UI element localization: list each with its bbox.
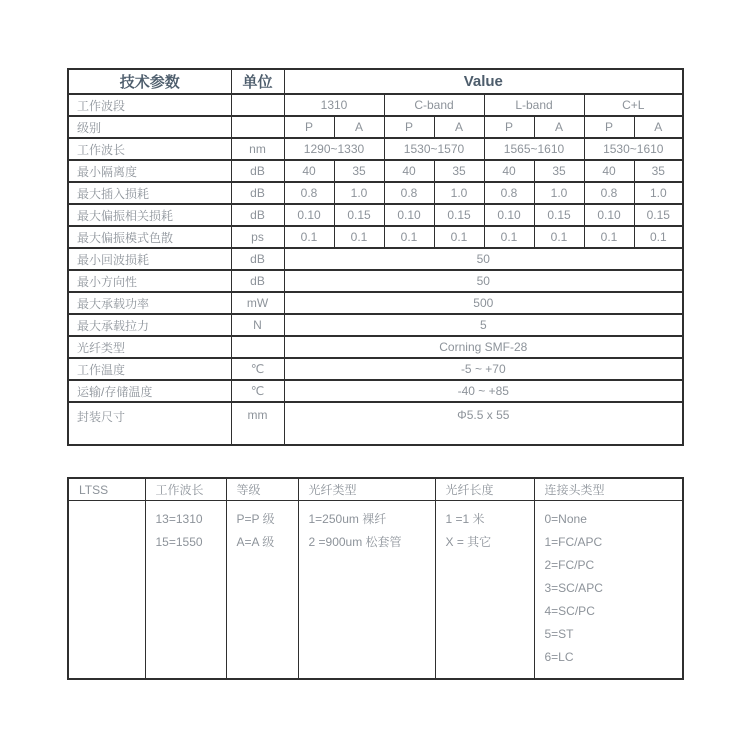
spec-value-cell: 5 (284, 314, 683, 336)
spec-value-cell: C+L (584, 94, 683, 116)
spec-value-cell: 1290~1330 (284, 138, 384, 160)
spec-value-cell: A (334, 116, 384, 138)
spec-row-label: 级别 (68, 116, 231, 138)
spec-value-cell: 0.1 (634, 226, 683, 248)
spec-row-label: 工作波长 (68, 138, 231, 160)
spec-value-cell: 0.15 (434, 204, 484, 226)
spec-value-cell: 50 (284, 248, 683, 270)
spec-row-label: 最大承载功率 (68, 292, 231, 314)
spec-value-cell: 40 (584, 160, 634, 182)
spec-row (68, 94, 683, 116)
spec-row-label: 最大承载拉力 (68, 314, 231, 336)
spec-unit-cell: dB (231, 182, 284, 204)
param-header: 技术参数 (68, 69, 231, 94)
spec-value-cell: -5 ~ +70 (284, 358, 683, 380)
spec-unit-cell: dB (231, 204, 284, 226)
order-option: 15=1550 (155, 535, 203, 549)
spec-unit-cell: mW (231, 292, 284, 314)
spec-value-cell: 0.1 (384, 226, 434, 248)
order-column-header: 光纤长度 (435, 478, 534, 501)
spec-value-cell: 1530~1570 (384, 138, 484, 160)
spec-value-cell: P (484, 116, 534, 138)
order-option: 1=250um 裸纤 (308, 512, 387, 526)
order-option: 1=FC/APC (544, 535, 603, 549)
spec-row (68, 182, 683, 204)
spec-unit-cell: ps (231, 226, 284, 248)
spec-row (68, 270, 683, 292)
order-option: P=P 级 (236, 512, 275, 526)
spec-row-label: 工作波段 (68, 94, 231, 116)
unit-header: 单位 (231, 69, 284, 94)
spec-value-cell: 40 (384, 160, 434, 182)
order-option: 1 =1 米 (445, 512, 485, 526)
spec-value-cell: 50 (284, 270, 683, 292)
spec-value-cell: 35 (634, 160, 683, 182)
spec-value-cell: Corning SMF-28 (284, 336, 683, 358)
spec-row-label: 最大偏振模式色散 (68, 226, 231, 248)
spec-value-cell: 0.1 (584, 226, 634, 248)
order-option: X = 其它 (445, 535, 492, 549)
spec-value-cell: 0.8 (584, 182, 634, 204)
spec-value-cell: 40 (484, 160, 534, 182)
spec-unit-cell: dB (231, 248, 284, 270)
spec-value-cell: 0.15 (634, 204, 683, 226)
spec-value-cell: 0.10 (484, 204, 534, 226)
spec-row (68, 204, 683, 226)
spec-value-cell: 0.15 (534, 204, 584, 226)
spec-value-cell: C-band (384, 94, 484, 116)
spec-value-cell: A (434, 116, 484, 138)
spec-value-cell: 0.15 (334, 204, 384, 226)
spec-unit-cell (231, 94, 284, 116)
order-option: A=A 级 (236, 535, 275, 549)
spec-value-cell: 0.1 (434, 226, 484, 248)
spec-unit-cell: nm (231, 138, 284, 160)
spec-value-cell: 1530~1610 (584, 138, 683, 160)
spec-row-label: 最小回波损耗 (68, 248, 231, 270)
spec-row (68, 380, 683, 402)
spec-value-cell: 0.10 (384, 204, 434, 226)
spec-row (68, 248, 683, 270)
spec-value-cell: P (284, 116, 334, 138)
order-column-header: 连接头类型 (534, 478, 683, 501)
spec-row (68, 116, 683, 138)
order-option: 6=LC (544, 650, 574, 664)
order-option: 5=ST (544, 627, 574, 641)
spec-value-cell: P (384, 116, 434, 138)
spec-value-cell: A (534, 116, 584, 138)
spec-row-label: 光纤类型 (68, 336, 231, 358)
spec-value-cell: 35 (434, 160, 484, 182)
spec-value-cell: 0.1 (534, 226, 584, 248)
order-model-cell (68, 501, 145, 680)
spec-unit-cell (231, 336, 284, 358)
spec-value-cell: 0.10 (284, 204, 334, 226)
order-code-table (67, 477, 684, 680)
order-option-cell (534, 501, 683, 680)
spec-table-header-row (68, 69, 683, 94)
spec-value-cell: 0.10 (584, 204, 634, 226)
spec-row (68, 336, 683, 358)
spec-value-cell: 35 (534, 160, 584, 182)
spec-unit-cell: mm (231, 402, 284, 445)
spec-value-cell: 0.8 (484, 182, 534, 204)
spec-row (68, 160, 683, 182)
spec-row-label: 最小方向性 (68, 270, 231, 292)
spec-value-cell: 0.1 (284, 226, 334, 248)
order-option: 0=None (544, 512, 587, 526)
spec-value-cell: 0.1 (484, 226, 534, 248)
order-option: 13=1310 (155, 512, 203, 526)
spec-value-cell: 40 (284, 160, 334, 182)
spec-row-label: 最小隔离度 (68, 160, 231, 182)
order-column-header: 光纤类型 (298, 478, 435, 501)
spec-row-label: 最大插入损耗 (68, 182, 231, 204)
spec-value-cell: 1.0 (334, 182, 384, 204)
order-option-cell (298, 501, 435, 680)
spec-unit-cell (231, 116, 284, 138)
spec-row-label: 运输/存储温度 (68, 380, 231, 402)
spec-row (68, 402, 683, 445)
spec-value-cell: P (584, 116, 634, 138)
spec-row (68, 138, 683, 160)
order-table-header-row (68, 478, 683, 501)
spec-row (68, 314, 683, 336)
spec-value-cell: 0.8 (284, 182, 334, 204)
spec-row (68, 292, 683, 314)
order-option: 2 =900um 松套管 (308, 535, 402, 549)
spec-value-cell: L-band (484, 94, 584, 116)
spec-unit-cell: ℃ (231, 380, 284, 402)
order-option: 4=SC/PC (544, 604, 595, 618)
order-option-cell (435, 501, 534, 680)
spec-value-cell: 1.0 (634, 182, 683, 204)
order-model-header: LTSS (68, 478, 145, 501)
spec-unit-cell: dB (231, 160, 284, 182)
order-option-cell (226, 501, 298, 680)
spec-value-cell: 1565~1610 (484, 138, 584, 160)
order-column-header: 工作波长 (145, 478, 226, 501)
order-option: 2=FC/PC (544, 558, 595, 572)
spec-row-label: 封装尺寸 (68, 402, 231, 445)
spec-value-cell: 1310 (284, 94, 384, 116)
order-table-body-row (68, 501, 683, 680)
spec-row (68, 226, 683, 248)
spec-value-cell: -40 ~ +85 (284, 380, 683, 402)
order-option: 3=SC/APC (544, 581, 603, 595)
spec-value-cell: 500 (284, 292, 683, 314)
spec-value-cell: Φ5.5 x 55 (284, 402, 683, 445)
spec-value-cell: A (634, 116, 683, 138)
spec-value-cell: 1.0 (534, 182, 584, 204)
spec-value-cell: 0.8 (384, 182, 434, 204)
spec-value-cell: 35 (334, 160, 384, 182)
spec-table (67, 68, 684, 446)
spec-value-cell: 0.1 (334, 226, 384, 248)
value-header: Value (284, 69, 683, 94)
spec-unit-cell: dB (231, 270, 284, 292)
order-column-header: 等级 (226, 478, 298, 501)
order-option-cell (145, 501, 226, 680)
spec-unit-cell: N (231, 314, 284, 336)
spec-row-label: 工作温度 (68, 358, 231, 380)
spec-row-label: 最大偏振相关损耗 (68, 204, 231, 226)
spec-unit-cell: ℃ (231, 358, 284, 380)
spec-value-cell: 1.0 (434, 182, 484, 204)
spec-row (68, 358, 683, 380)
